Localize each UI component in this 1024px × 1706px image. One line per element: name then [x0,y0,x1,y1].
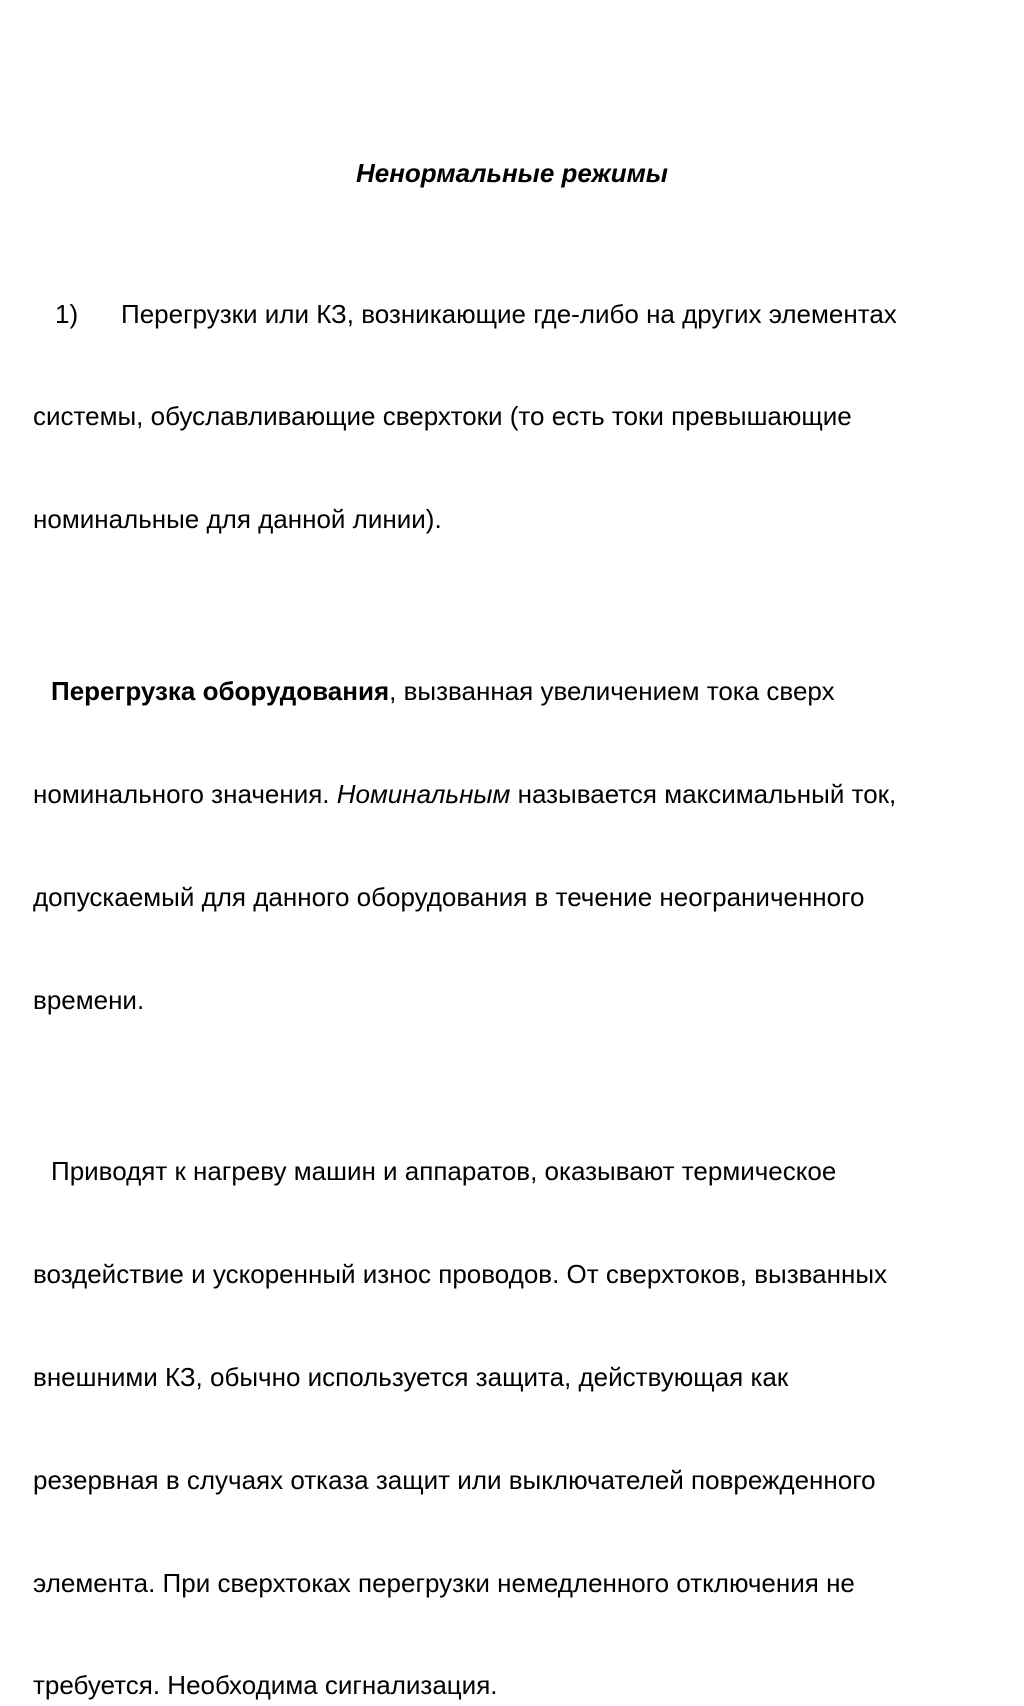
list-item-1-line-2: системы, обуславливающие сверхтоки (то есть токи превышающие [33,401,852,432]
slide-body [33,228,993,1706]
overload-line-1 [33,674,993,708]
effects-line-1 [33,1154,993,1188]
effects-line-6: требуется. Необходима сигнализация. [33,1670,498,1701]
overload-line-2-start: номинального значения. [33,778,337,809]
effects-line-1-text: Приводят к нагреву машин и аппаратов, оказывают термическое [51,1156,837,1187]
overload-term: Перегрузка оборудования [51,675,390,706]
overload-line-2 [33,777,993,811]
list-item-1-line-3: номинальные для данной линии). [33,504,442,535]
list-item-1-text-1: Перегрузки или КЗ, возникающие где-либо на других элементах [121,298,897,329]
nominal-term: Номинальным [336,778,511,809]
effects-line-3: внешними КЗ, обычно используется защита, действующая как [33,1361,789,1392]
overload-line-2-rest: называется максимальный ток, [510,778,897,809]
effects-paragraph [33,1085,993,1706]
effects-line-5: элемента. При сверхтоках перегрузки немедленного отключения не [33,1567,855,1598]
overload-paragraph [33,605,993,1085]
slide-title: Ненормальные режимы [355,158,669,188]
effects-line-2: воздействие и ускоренный износ проводов. От сверхтоков, вызванных [33,1258,888,1289]
overload-line-3: допускаемый для данного оборудования в течение неограниченного [33,881,865,912]
overload-line-1-rest: , вызванная увеличением тока сверх [389,675,835,706]
list-item-1 [33,228,993,605]
overload-line-4: времени. [33,984,145,1015]
list-item-1-line-1 [33,297,993,331]
effects-line-4: резервная в случаях отказа защит или выключателей поврежденного [33,1464,876,1495]
list-marker: 1) [55,298,79,329]
